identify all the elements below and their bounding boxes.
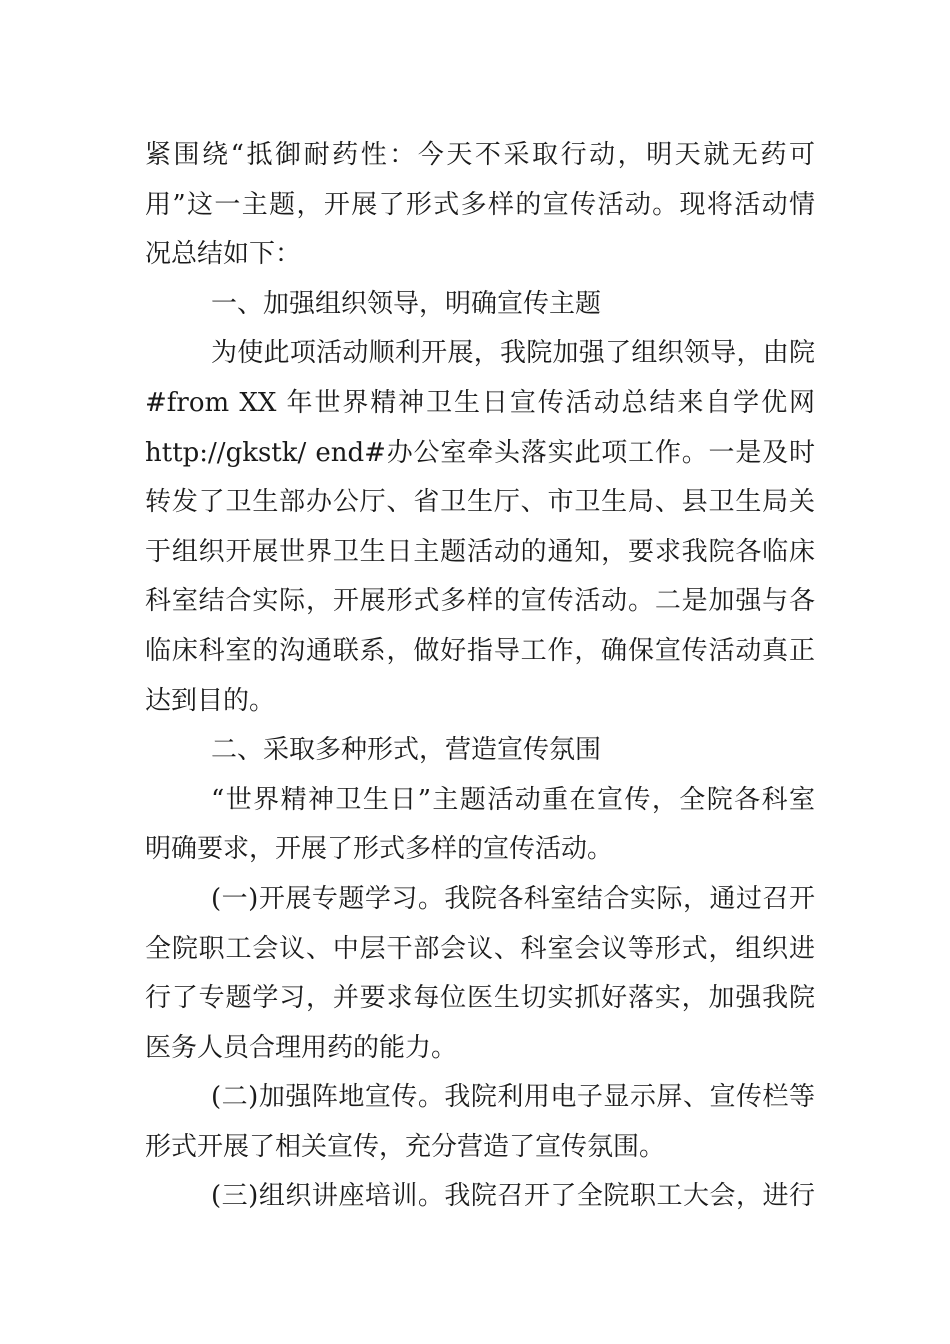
text-line: (二)加强阵地宣传。我院利用电子显示屏、宣传栏等 [211, 1082, 815, 1113]
text-line: 明确要求，开展了形式多样的宣传活动。 [145, 834, 614, 865]
text-line: “世界精神卫生日”主题活动重在宣传，全院各科室 [211, 784, 815, 815]
text-line: #from XX 年世界精神卫生日宣传活动总结来自学优网 [145, 387, 815, 418]
text-line: 一、加强组织领导，明确宣传主题 [211, 288, 602, 319]
text-line: 于组织开展世界卫生日主题活动的通知，要求我院各临床 [145, 536, 815, 567]
text-line: 形式开展了相关宣传，充分营造了宣传氛围。 [145, 1131, 666, 1162]
text-line: 医务人员合理用药的能力。 [145, 1032, 458, 1063]
text-line: 为使此项活动顺利开展，我院加强了组织领导，由院 [211, 338, 815, 369]
text-line: http://gkstk/ end#办公室牵头落实此项工作。一是及时 [145, 437, 815, 468]
text-line: 临床科室的沟通联系，做好指导工作，确保宣传活动真正 [145, 635, 815, 666]
text-line: 况总结如下： [145, 239, 302, 270]
text-line: (三)组织讲座培训。我院召开了全院职工大会，进行 [211, 1181, 815, 1212]
document-body [145, 131, 815, 1222]
text-line: 转发了卫生部办公厅、省卫生厅、市卫生局、县卫生局关 [145, 487, 815, 518]
text-line: (一)开展专题学习。我院各科室结合实际，通过召开 [211, 883, 815, 914]
text-line: 行了专题学习，并要求每位医生切实抓好落实，加强我院 [145, 983, 815, 1014]
text-line: 紧围绕“抵御耐药性：今天不采取行动，明天就无药可 [145, 140, 815, 170]
text-line: 用”这一主题，开展了形式多样的宣传活动。现将活动情 [145, 189, 815, 220]
text-line: 科室结合实际，开展形式多样的宣传活动。二是加强与各 [145, 586, 815, 617]
text-line: 达到目的。 [145, 685, 276, 716]
text-line: 全院职工会议、中层干部会议、科室会议等形式，组织进 [145, 933, 815, 964]
text-line: 二、采取多种形式，营造宣传氛围 [211, 735, 602, 766]
